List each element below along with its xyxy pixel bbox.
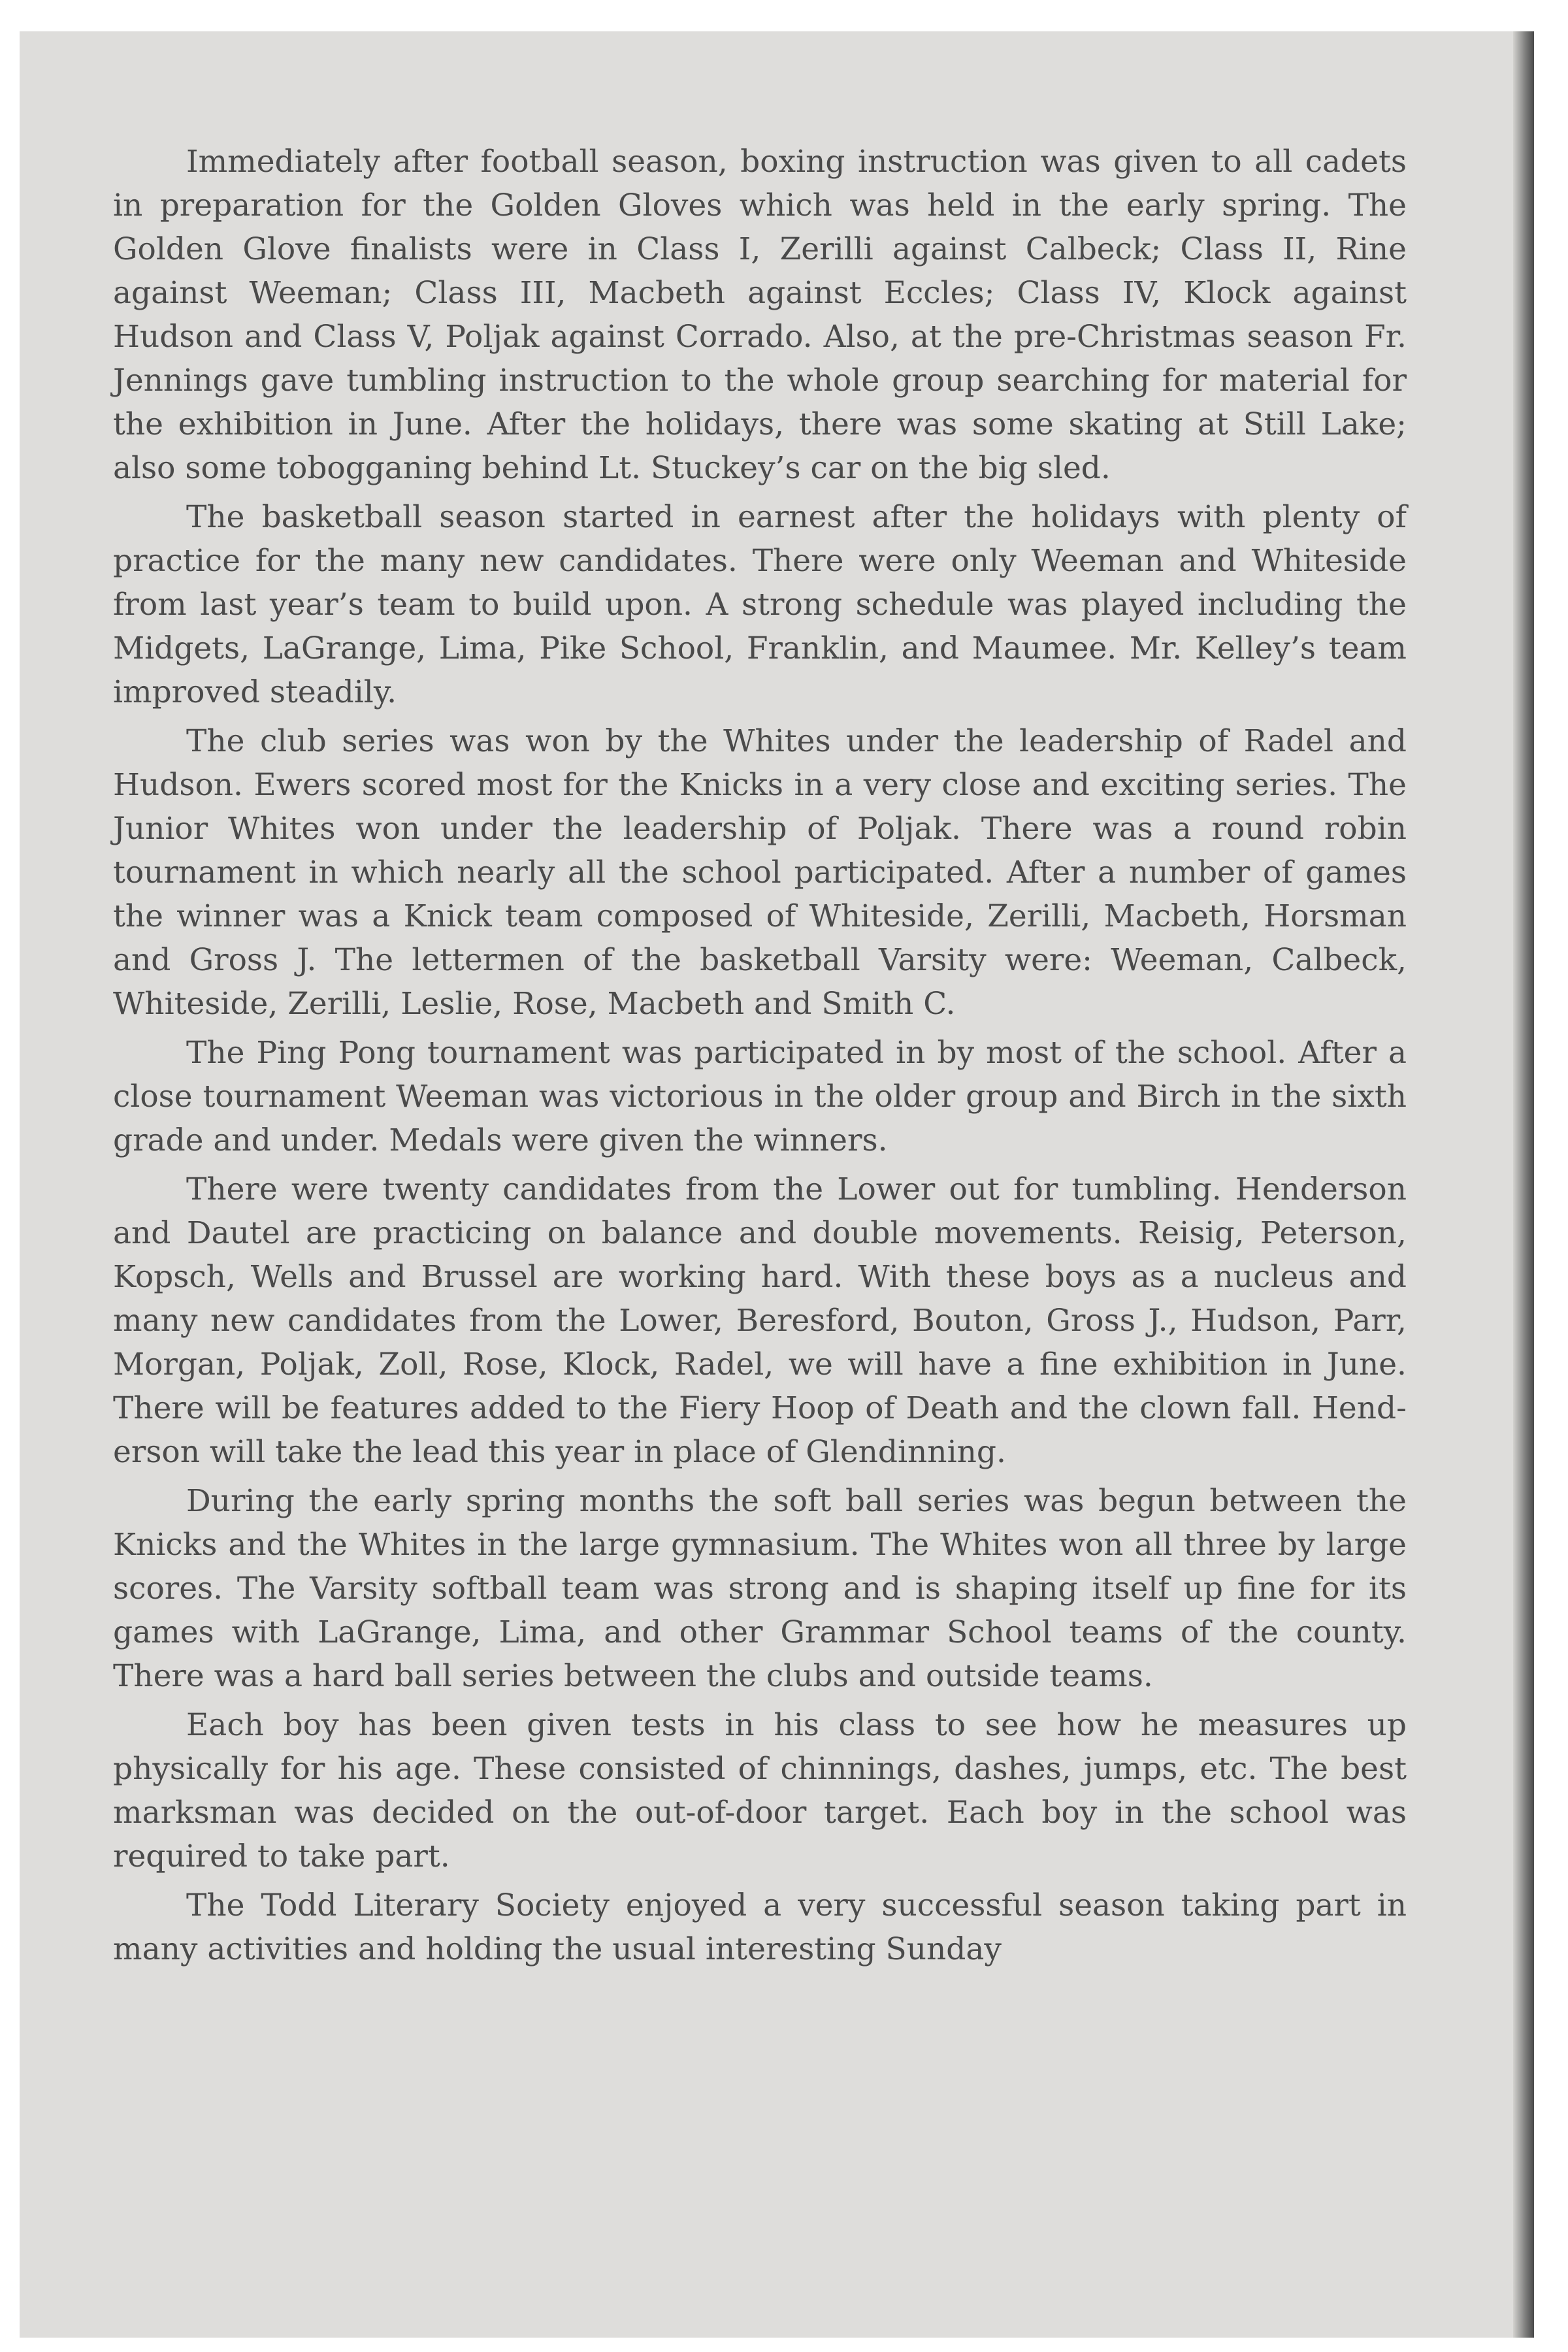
paragraph-ping-pong: The Ping Pong tournament was participated in by most of the school. After a close tournament Weeman was victorious in the older group and Birch in the sixth grade and under. Medals were given the winners.: [113, 1035, 1407, 1158]
paragraph-literary-society: The Todd Literary Society enjoyed a very successful season taking part in many activities and holding the usual interesting Sunday: [113, 1887, 1407, 1967]
paragraph-club-series: The club series was won by the Whites under the leadership of Radel and Hudson. Ewers scored most for the Knicks in a very close and exciting series. The Junior Whites won under the leadership of Poljak. There was a round robin tournament in which nearly all the school participated. After a number of games the winner was a Knick team composed of Whiteside, Zerilli, Macbeth, Horsman and Gross J. The lettermen of the basketball Varsity were: Weeman, Calbeck, Whiteside, Zerilli, Leslie, Rose, Macbeth and Smith C.: [113, 723, 1407, 1022]
paragraph-tumbling: There were twenty candidates from the Lower out for tumbling. Henderson and Dautel are practicing on balance and double movements. Reisig, Peterson, Kopsch, Wells and Brussel are working hard. With these boys as a nucleus and many new candidates from the Lower, Beresford, Bouton, Gross J., Hudson, Parr, Morgan, Poljak, Zoll, Rose, Klock, Radel, we will have a fine exhibition in June. There will be features added to the Fiery Hoop of Death and the clown fall. Henderson will take the lead this year in place of Glendinning.: [113, 1171, 1407, 1470]
paragraph-boxing: Immediately after football season, boxing instruction was given to all cadets in preparation for the Golden Gloves which was held in the early spring. The Golden Glove finalists were in Class I, Zerilli against Calbeck; Class II, Rine against Weeman; Class III, Macbeth against Eccles; Class IV, Klock against Hudson and Class V, Poljak against Corrado. Also, at the pre-Christmas season Fr. Jennings gave tumbling instruction to the whole group searching for material for the exhibition in June. After the holidays, there was some skating at Still Lake; also some tobogganing behind Lt. Stuckey’s car on the big sled.: [113, 144, 1407, 486]
page-spine-shadow: [1513, 31, 1534, 2338]
body-text: [113, 140, 1407, 1976]
paragraph-physical-tests: Each boy has been given tests in his class to see how he measures up physically for his age. These consisted of chinnings, dashes, jumps, etc. The best marksman was decided on the out-of-door target. Each boy in the school was required to take part.: [113, 1707, 1407, 1874]
paragraph-basketball: The basketball season started in earnest after the holidays with plenty of practice for the many new candidates. There were only Weeman and Whiteside from last year’s team to build upon. A strong schedule was played including the Midgets, LaGrange, Lima, Pike School, Franklin, and Maumee. Mr. Kelley’s team improved steadily.: [113, 499, 1407, 710]
paragraph-softball: During the early spring months the soft ball series was begun between the Knicks and the Whites in the large gymnasium. The Whites won all three by large scores. The Varsity softball team was strong and is shaping itself up fine for its games with LaGrange, Lima, and other Grammar School teams of the county. There was a hard ball series between the clubs and outside teams.: [113, 1483, 1407, 1694]
page-sheet: [20, 31, 1534, 2338]
